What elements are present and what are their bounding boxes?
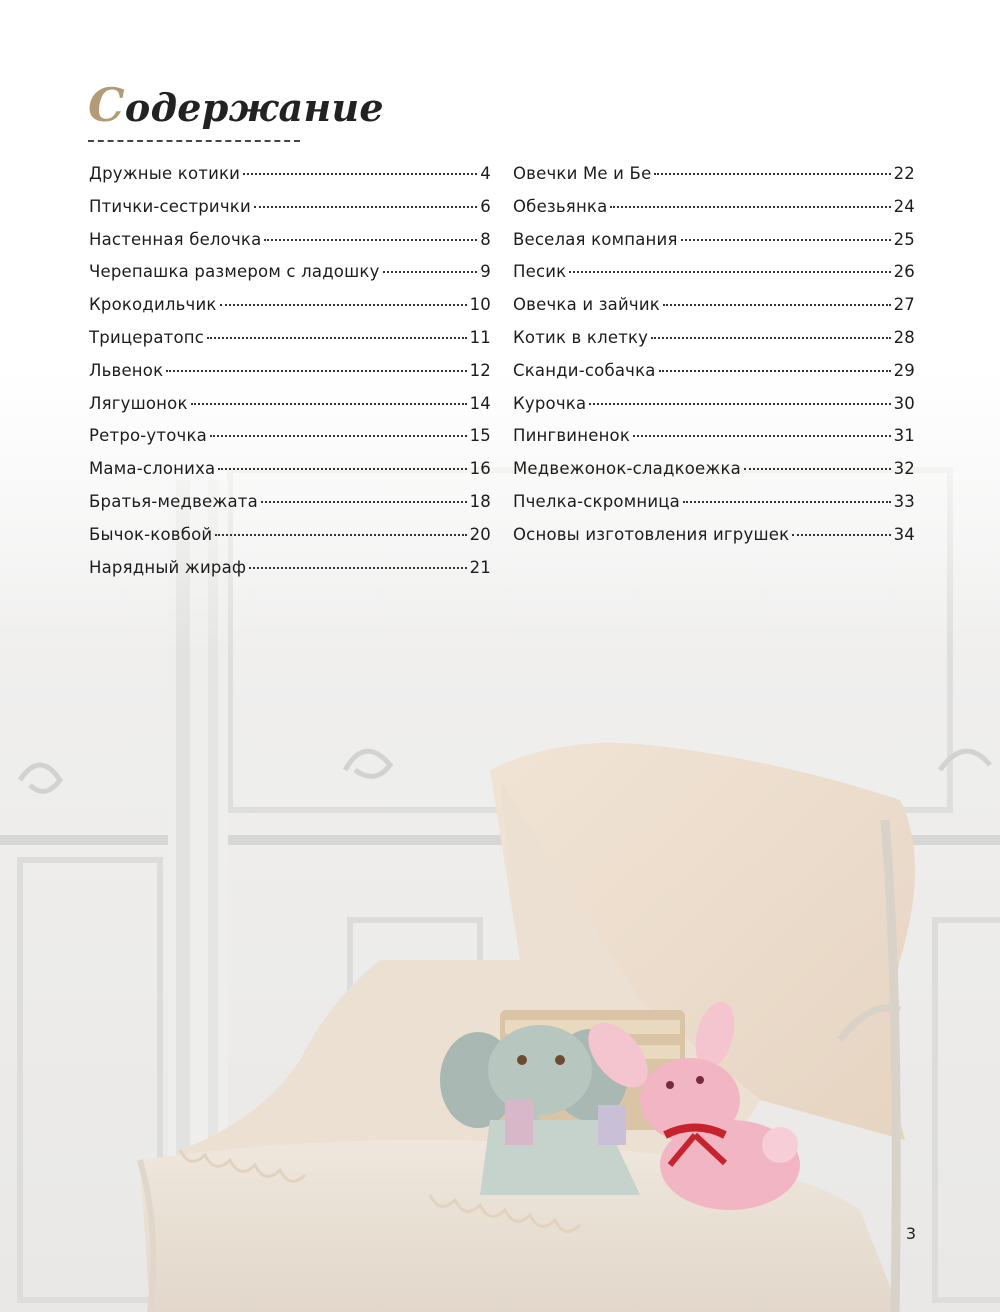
toc-entry-label: Крокодильчик <box>89 295 217 315</box>
toc-entry[interactable] <box>89 525 491 558</box>
toc-entry-label: Черепашка размером с ладошку <box>89 262 380 282</box>
dot-leader <box>651 337 890 339</box>
title-rest: одержание <box>124 85 384 130</box>
toc-entry-page: 25 <box>893 229 915 249</box>
toc-entry-page: 32 <box>893 459 915 479</box>
toc-entry-page: 26 <box>893 262 915 282</box>
toc-entry-label: Трицератопс <box>89 327 205 347</box>
toc-entry-label: Медвежонок-сладкоежка <box>513 459 741 479</box>
toc-entry[interactable] <box>513 459 915 492</box>
toc-entry[interactable] <box>89 230 491 263</box>
toc-entry[interactable] <box>513 361 915 394</box>
toc-entry-page: 20 <box>469 524 491 544</box>
toc-entry-label: Птички-сестрички <box>89 196 251 216</box>
toc-entry-page: 16 <box>469 459 491 479</box>
toc-entry[interactable] <box>513 525 915 558</box>
toc-entry-page: 8 <box>480 229 491 249</box>
toc-entry-label: Котик в клетку <box>513 327 649 347</box>
toc-entry-label: Веселая компания <box>513 229 678 249</box>
toc-entry-label: Бычок-ковбой <box>89 524 213 544</box>
toc-entry[interactable] <box>513 230 915 263</box>
dot-leader <box>215 534 466 536</box>
toc-entry-page: 34 <box>893 524 915 544</box>
toc-entry[interactable] <box>513 295 915 328</box>
toc-entry[interactable] <box>89 361 491 394</box>
toc-entry[interactable] <box>89 558 491 591</box>
toc-entry-page: 6 <box>480 196 491 216</box>
dot-leader <box>610 206 890 208</box>
toc-entry-page: 15 <box>469 426 491 446</box>
toc-entry[interactable] <box>89 197 491 230</box>
toc-entry-label: Основы изготовления игрушек <box>513 524 790 544</box>
page-number: 3 <box>905 1224 916 1243</box>
toc-entry-page: 31 <box>893 426 915 446</box>
dot-leader <box>663 304 891 306</box>
title-initial: С <box>88 78 125 132</box>
toc-entry[interactable] <box>89 262 491 295</box>
toc-entry-page: 9 <box>480 262 491 282</box>
dot-leader <box>210 435 467 437</box>
toc-entry-page: 14 <box>469 393 491 413</box>
toc-entry-page: 33 <box>893 491 915 511</box>
toc-entry-label: Курочка <box>513 393 587 413</box>
toc-entry-label: Пингвиненок <box>513 426 631 446</box>
toc-entry[interactable] <box>513 197 915 230</box>
dot-leader <box>166 370 466 372</box>
dot-leader <box>220 304 467 306</box>
dot-leader <box>254 206 477 208</box>
toc-entry-label: Овечка и зайчик <box>513 295 660 315</box>
page-title <box>88 78 384 132</box>
toc-entry[interactable] <box>513 426 915 459</box>
dot-leader <box>681 239 891 241</box>
toc-entry[interactable] <box>89 426 491 459</box>
dot-leader <box>249 567 466 569</box>
toc-entry[interactable] <box>89 164 491 197</box>
dot-leader <box>191 403 467 405</box>
toc-entry-label: Пчелка-скромница <box>513 491 680 511</box>
toc-entry[interactable] <box>513 164 915 197</box>
toc-entry-label: Обезьянка <box>513 196 608 216</box>
toc-entry-label: Львенок <box>89 360 164 380</box>
toc-entry-page: 12 <box>469 360 491 380</box>
toc-entry[interactable] <box>89 492 491 525</box>
toc-entry[interactable] <box>89 328 491 361</box>
toc-entry[interactable] <box>513 394 915 427</box>
contents-header <box>88 78 384 142</box>
toc-entry-label: Нарядный жираф <box>89 557 247 577</box>
toc-entry-page: 4 <box>480 164 491 183</box>
toc-entry[interactable] <box>89 295 491 328</box>
toc-entry[interactable] <box>513 262 915 295</box>
toc-entry-page: 24 <box>893 196 915 216</box>
toc-entry-label: Лягушонок <box>89 393 188 413</box>
dot-leader <box>569 271 890 273</box>
toc-entry-label: Овечки Ме и Бе <box>513 164 652 183</box>
toc-entry-page: 11 <box>469 327 491 347</box>
dot-leader <box>218 468 466 470</box>
toc-entry-page: 30 <box>893 393 915 413</box>
toc-entry-page: 29 <box>893 360 915 380</box>
dot-leader <box>264 239 477 241</box>
toc-entry-page: 28 <box>893 327 915 347</box>
toc-entry-page: 21 <box>469 557 491 577</box>
dot-leader <box>654 173 890 175</box>
toc-entry[interactable] <box>89 394 491 427</box>
toc-entry-label: Братья-медвежата <box>89 491 258 511</box>
toc-column-left <box>89 164 491 590</box>
title-divider <box>88 140 300 142</box>
dot-leader <box>792 534 890 536</box>
toc-entry-label: Сканди-собачка <box>513 360 656 380</box>
dot-leader <box>683 501 891 503</box>
toc-entry-page: 22 <box>893 164 915 183</box>
toc-entry-label: Мама-слониха <box>89 459 216 479</box>
toc-column-right <box>513 164 915 558</box>
dot-leader <box>659 370 891 372</box>
dot-leader <box>744 468 891 470</box>
toc-entry[interactable] <box>513 492 915 525</box>
toc-entry[interactable] <box>89 459 491 492</box>
toc-entry-page: 10 <box>469 295 491 315</box>
dot-leader <box>261 501 467 503</box>
toc-entry-label: Дружные котики <box>89 164 241 183</box>
toc-entry[interactable] <box>513 328 915 361</box>
toc-entry-label: Настенная белочка <box>89 229 262 249</box>
dot-leader <box>207 337 467 339</box>
dot-leader <box>633 435 891 437</box>
dot-leader <box>589 403 890 405</box>
dot-leader <box>383 271 478 273</box>
toc-entry-page: 18 <box>469 491 491 511</box>
toc-entry-page: 27 <box>893 295 915 315</box>
toc-entry-label: Ретро-уточка <box>89 426 207 446</box>
toc-entry-label: Песик <box>513 262 567 282</box>
dot-leader <box>243 173 477 175</box>
